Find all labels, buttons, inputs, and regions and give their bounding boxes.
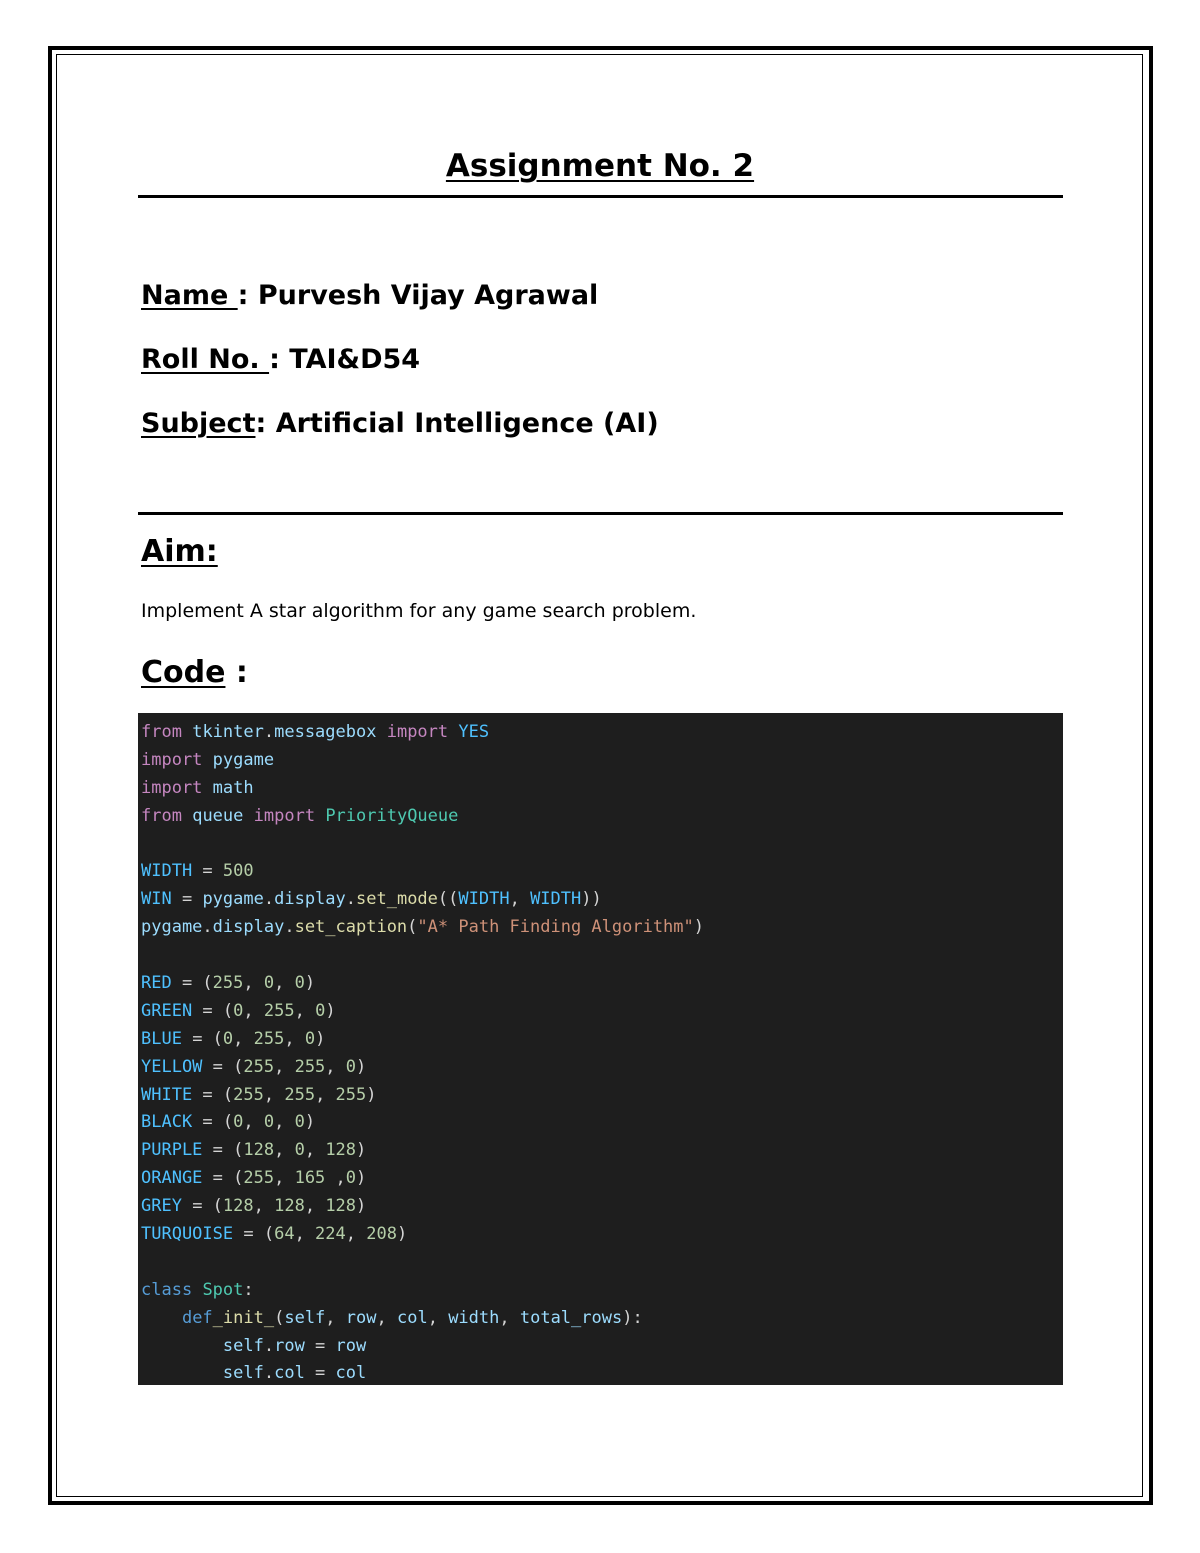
code-token: YES	[458, 722, 490, 742]
code-token	[243, 806, 253, 826]
code-token: TURQUOISE	[141, 1224, 234, 1245]
code-token: ,	[345, 1224, 367, 1245]
code-token: ,	[294, 1000, 316, 1021]
code-token: 224	[315, 1224, 346, 1245]
code-line	[141, 1026, 1063, 1054]
code-line	[141, 886, 1063, 914]
roll-separator: :	[269, 344, 290, 375]
code-token: 255	[233, 1084, 264, 1105]
code-token: )	[304, 1112, 316, 1133]
code-token: set_mode	[356, 889, 438, 910]
code-token: = (	[181, 1028, 223, 1049]
code-heading-label: Code	[141, 655, 226, 690]
name-field	[141, 280, 598, 311]
code-token: = (	[171, 973, 213, 994]
code-token	[192, 1280, 202, 1300]
code-token: 165	[294, 1168, 326, 1189]
code-token: :	[243, 1279, 254, 1300]
code-line	[141, 914, 1063, 942]
code-token: = (	[192, 1000, 234, 1021]
code-token: display	[212, 917, 285, 938]
document-title	[0, 148, 1200, 184]
code-token: 255	[243, 1056, 275, 1077]
code-token: row	[335, 1335, 367, 1356]
aim-heading	[141, 534, 218, 569]
code-token: ,	[274, 1140, 295, 1161]
code-token: GREY	[141, 1196, 182, 1217]
code-token: = (	[202, 1168, 244, 1189]
code-token: )	[693, 917, 705, 938]
code-block	[138, 713, 1063, 1385]
name-separator: :	[237, 280, 258, 311]
code-token: ,	[376, 1307, 397, 1328]
code-token: YELLOW	[141, 1056, 203, 1077]
code-token: ,	[325, 1307, 346, 1328]
name-label: Name	[141, 280, 238, 311]
code-token: queue	[192, 805, 244, 826]
code-token: 0	[233, 1000, 244, 1021]
code-token: .	[345, 889, 357, 910]
code-token: ,	[509, 889, 531, 910]
code-token	[141, 1363, 223, 1383]
code-token: WHITE	[141, 1084, 193, 1105]
code-line	[141, 1165, 1063, 1193]
code-token	[182, 722, 192, 742]
code-token: tkinter	[192, 722, 264, 742]
name-value: Purvesh Vijay Agrawal	[257, 280, 599, 311]
code-token: self	[222, 1335, 264, 1356]
code-token: WIDTH	[141, 861, 193, 882]
code-token: ,	[274, 1112, 295, 1133]
code-token: 128	[243, 1140, 275, 1161]
code-line	[141, 775, 1063, 803]
subject-field	[141, 408, 659, 439]
code-token: 0	[345, 1168, 357, 1189]
code-token: ,	[304, 1196, 326, 1217]
code-token: 0	[345, 1056, 357, 1077]
code-token: 0	[315, 1000, 326, 1021]
code-token: ,	[253, 1196, 275, 1217]
code-token: )	[356, 1196, 367, 1217]
code-line	[141, 747, 1063, 775]
code-token: 128	[325, 1196, 357, 1217]
code-token: )	[396, 1224, 408, 1245]
code-token: 255	[335, 1084, 367, 1105]
code-token: total_rows	[519, 1307, 623, 1328]
code-token: (	[274, 1307, 285, 1328]
code-token: .	[263, 889, 275, 910]
code-line	[141, 1137, 1063, 1165]
section-divider	[138, 512, 1063, 515]
code-token: 255	[294, 1056, 326, 1077]
code-token: messagebox	[274, 722, 377, 742]
code-token: )	[325, 1000, 336, 1021]
roll-value: TAI&D54	[289, 344, 421, 375]
code-line	[141, 1193, 1063, 1221]
code-token: ,	[233, 1028, 254, 1049]
roll-field	[141, 344, 420, 375]
code-token: ):	[622, 1307, 643, 1328]
code-token: from	[141, 722, 182, 742]
code-token: import	[253, 805, 316, 826]
code-line	[141, 719, 1063, 747]
code-token: 0	[263, 973, 275, 994]
code-token: WIN	[141, 889, 172, 910]
code-token: .	[263, 1335, 275, 1356]
code-token: GREEN	[141, 1000, 193, 1021]
title-divider	[138, 195, 1063, 198]
code-line	[141, 1333, 1063, 1361]
code-token: .	[202, 917, 213, 938]
code-token: )	[356, 1140, 367, 1161]
code-token: width	[448, 1307, 500, 1328]
code-line	[141, 858, 1063, 886]
code-token: row	[345, 1307, 377, 1328]
code-token: =	[192, 861, 223, 882]
code-line	[141, 1305, 1063, 1333]
code-token: 128	[274, 1196, 305, 1217]
code-token: 0	[294, 1140, 305, 1161]
code-token: ,	[263, 1084, 285, 1105]
code-token	[448, 722, 458, 742]
code-token: )	[304, 973, 316, 994]
code-token: self	[222, 1363, 264, 1384]
code-token: ,	[243, 1112, 264, 1133]
code-token: 255	[212, 973, 244, 994]
code-heading-suffix: :	[225, 655, 248, 690]
code-token: =	[171, 889, 203, 910]
code-token: pygame	[202, 889, 264, 910]
code-token: Spot	[202, 1279, 244, 1300]
code-token: pygame	[141, 917, 203, 938]
code-token	[141, 1308, 182, 1328]
code-token	[202, 750, 212, 770]
code-token: )	[315, 1028, 326, 1049]
code-token: .	[284, 917, 295, 938]
code-token: ,	[294, 1224, 316, 1245]
code-token: col	[274, 1363, 305, 1384]
code-token: 128	[325, 1140, 357, 1161]
code-token: 500	[222, 861, 254, 882]
code-token: 208	[366, 1224, 397, 1245]
code-token: col	[335, 1363, 367, 1384]
code-token: 0	[233, 1112, 244, 1133]
code-token: BLACK	[141, 1112, 193, 1133]
code-token: 64	[274, 1224, 295, 1245]
subject-value: Artificial Intelligence (AI)	[275, 408, 659, 439]
code-token: ,	[315, 1084, 336, 1105]
code-token: WIDTH	[458, 889, 510, 910]
code-token: ORANGE	[141, 1168, 203, 1189]
code-token: display	[274, 889, 346, 910]
code-token: = (	[202, 1140, 244, 1161]
code-token: PURPLE	[141, 1140, 203, 1161]
code-line	[141, 1360, 1063, 1385]
code-token: ,	[274, 973, 295, 994]
code-token	[376, 722, 386, 742]
code-token: = (	[233, 1224, 275, 1245]
code-line	[141, 831, 1063, 859]
code-token	[202, 778, 212, 798]
code-token	[141, 1336, 223, 1356]
code-line	[141, 1109, 1063, 1137]
code-line	[141, 942, 1063, 970]
subject-label: Subject	[141, 408, 256, 439]
code-token: ,	[284, 1028, 305, 1049]
code-token: ,	[274, 1168, 295, 1189]
subject-separator: :	[255, 408, 276, 439]
code-token: =	[304, 1363, 336, 1384]
code-token: ,	[325, 1056, 346, 1077]
code-token: row	[274, 1335, 305, 1356]
document-title-text: Assignment No. 2	[445, 148, 755, 184]
code-token: 0	[294, 973, 305, 994]
code-token: = (	[192, 1084, 234, 1105]
code-token: from	[141, 805, 182, 826]
code-line	[141, 1277, 1063, 1305]
code-token: WIDTH	[530, 889, 582, 910]
code-token: .	[263, 1363, 275, 1384]
code-token: )	[366, 1084, 377, 1105]
code-token: ,	[427, 1307, 449, 1328]
code-token: = (	[192, 1112, 234, 1133]
code-token: =	[304, 1335, 336, 1356]
code-token: )	[356, 1168, 367, 1189]
aim-text: Implement A star algorithm for any game search problem.	[141, 600, 697, 622]
code-line	[141, 1082, 1063, 1110]
code-token: math	[212, 777, 254, 798]
code-token: PriorityQueue	[325, 805, 459, 826]
code-heading	[141, 655, 248, 690]
code-token: RED	[141, 973, 172, 994]
code-token: 0	[294, 1112, 305, 1133]
code-line	[141, 998, 1063, 1026]
code-token: col	[396, 1307, 428, 1328]
code-token: ,	[243, 1000, 264, 1021]
code-token	[182, 806, 192, 826]
code-token: "A* Path Finding Algorithm"	[417, 917, 694, 938]
aim-heading-text: Aim:	[141, 534, 218, 569]
roll-label: Roll No.	[141, 344, 270, 375]
code-token: 0	[304, 1028, 316, 1049]
code-line	[141, 803, 1063, 831]
code-token: 0	[222, 1028, 234, 1049]
code-token	[315, 806, 325, 826]
code-token: )	[356, 1056, 367, 1077]
code-token: ,	[243, 973, 264, 994]
code-token: import	[141, 777, 203, 798]
code-token: def	[181, 1307, 213, 1328]
code-token: ,	[304, 1140, 326, 1161]
code-token: 255	[284, 1084, 316, 1105]
code-token: self	[284, 1307, 326, 1328]
code-token: 128	[222, 1196, 254, 1217]
code-token: 0	[263, 1112, 275, 1133]
code-token: 255	[253, 1028, 285, 1049]
code-token: = (	[181, 1196, 223, 1217]
code-token: pygame	[212, 749, 275, 770]
code-line	[141, 970, 1063, 998]
code-token: ,	[274, 1056, 295, 1077]
code-token: = (	[202, 1056, 244, 1077]
code-token: import	[386, 722, 449, 742]
code-token: ((	[437, 889, 459, 910]
code-token: _init_	[212, 1307, 275, 1328]
code-token: set_caption	[294, 917, 408, 938]
code-token: class	[141, 1279, 193, 1300]
code-token: ,	[325, 1168, 346, 1189]
code-token: ,	[499, 1307, 520, 1328]
code-line	[141, 1054, 1063, 1082]
code-token: 255	[243, 1168, 275, 1189]
code-token: 255	[263, 1000, 295, 1021]
code-token: (	[407, 917, 418, 938]
code-token: ))	[581, 889, 602, 910]
code-line	[141, 1221, 1063, 1249]
code-token: .	[263, 722, 275, 742]
code-token: import	[141, 749, 203, 770]
code-line	[141, 1249, 1063, 1277]
code-token: BLUE	[141, 1028, 182, 1049]
